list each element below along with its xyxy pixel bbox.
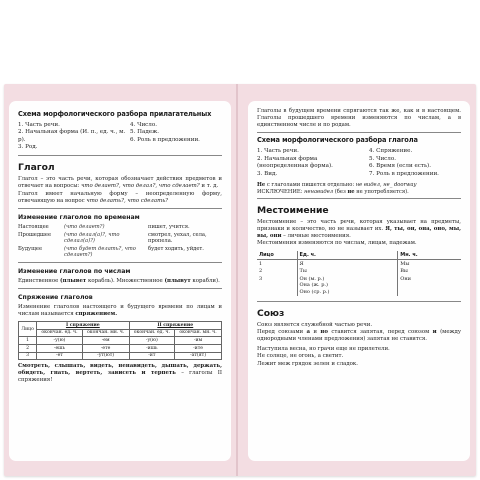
verb-scheme-item: 5. Число. bbox=[369, 155, 396, 162]
tense-row: Будущее (что будет делать?, что сделает?) будет ходить, уйдет. bbox=[18, 245, 204, 259]
divider bbox=[18, 288, 222, 289]
table-header: окончан. ед. ч. bbox=[129, 329, 175, 337]
numbers-title: Изменение глаголов по числам bbox=[18, 267, 131, 275]
verb-scheme-item: 6. Время (если есть). bbox=[369, 163, 432, 170]
verb-title: Глагол bbox=[18, 161, 55, 173]
adj-scheme-item: 3. Род. bbox=[18, 144, 38, 151]
adj-scheme-item: 2. Начальная форма (И. п., ед. ч., м. р). bbox=[18, 129, 126, 143]
table-header: окончан. мн. ч. bbox=[82, 329, 129, 337]
conjugation-title: Спряжение глаголов bbox=[18, 294, 93, 302]
table-header: Лицо bbox=[19, 322, 37, 337]
verb-scheme-item: 7. Роль в предложении. bbox=[369, 170, 439, 177]
verb-scheme-item: 1. Часть речи. bbox=[257, 148, 299, 155]
table-header: окончан. мн. ч. bbox=[175, 329, 222, 337]
adj-scheme-item: 6. Роль в предложении. bbox=[130, 136, 200, 143]
pronoun-note: Местоимения изменяются по числам, лицам, падежам. bbox=[257, 240, 417, 247]
union-example: Наступила весна, но грачи еще не прилетели. bbox=[257, 346, 390, 353]
verb-scheme-list bbox=[257, 148, 461, 178]
table-header: Лицо bbox=[257, 251, 297, 259]
verb-scheme-item: 2. Начальная форма (неопределенная форма). bbox=[257, 155, 333, 170]
verb-infinitive: Глагол имеет начальную форму – неопределенную форму, отвечающую на вопрос что делать?, что сделать? bbox=[18, 190, 222, 204]
divider bbox=[18, 208, 222, 209]
divider bbox=[18, 262, 222, 263]
union-example: Лежит меж грядок зелен и сладок. bbox=[257, 360, 358, 367]
conjugation-exceptions: Смотреть, слышать, видеть, ненавидеть, дышать, держать, обидеть, гнать, вертеть, зависеть и терпеть – глаголы II спряжения! bbox=[18, 363, 222, 384]
table-header: Мн. ч. bbox=[398, 251, 461, 259]
right-page bbox=[248, 101, 470, 461]
tense-row: Настоящее (что делает?) пишет, учится. bbox=[18, 224, 190, 230]
adj-scheme-item: 5. Падеж. bbox=[130, 129, 160, 136]
divider bbox=[18, 155, 222, 156]
cover-fold bbox=[236, 84, 238, 476]
table-row: 1 -у(ю) -ем -у(ю) -им bbox=[19, 337, 222, 345]
table-row: 2 -ешь -ете -ишь -ите bbox=[19, 345, 222, 353]
tense-row: Прошедшее (что делал(а)?, что сделал(а)?) смотрел, уехал, села, пропела. bbox=[18, 231, 207, 245]
verb-definition: Глагол – это часть речи, которая обозначает действия предметов и отвечает на вопросы: что делает?, что делал?, что сделает? и т. д. bbox=[18, 175, 222, 189]
pronoun-definition: Местоимение – это часть речи, которая указывает на предметы, признаки и количество, но не называет их. Я, ты, он, она, оно, мы, вы, они – личные местоимения. bbox=[257, 219, 461, 240]
adj-scheme-item: 4. Число. bbox=[130, 122, 157, 128]
table-row: 1 Я Мы bbox=[259, 260, 410, 267]
left-page bbox=[9, 101, 231, 461]
table-row: 2 Ты Вы bbox=[259, 268, 408, 275]
adj-scheme-list bbox=[18, 122, 222, 152]
ne-with-verbs-rule: Не с глаголами пишется отдельно: не видел, не_ doorway ИСКЛЮЧЕНИЕ: ненавидел (без не не употребляется). bbox=[257, 181, 417, 195]
divider bbox=[257, 198, 461, 199]
conjugation-table bbox=[18, 321, 222, 360]
conjugation-intro: Изменение глаголов настоящего и будущего времени по лицам и числам называется спряжением. bbox=[18, 304, 222, 318]
future-tense-note: Глаголы в будущем времени спрягаются так же, как и в настоящем. Глаголы прошедшего времени изменяются по числам, а в единственном числе и по родам. bbox=[257, 108, 461, 129]
union-title: Союз bbox=[257, 308, 285, 320]
table-header: окончан. ед. ч. bbox=[37, 329, 83, 337]
tenses-title: Изменение глаголов по временам bbox=[18, 214, 140, 221]
union-example: Не солнце, не огонь, а светит. bbox=[257, 353, 344, 360]
union-rule: Перед союзами а и но ставится запятая, перед союзом и (между однородными членами предложения) запятая не ставится. bbox=[257, 329, 461, 343]
adj-scheme-title: Схема морфологического разбора прилагательных bbox=[18, 110, 212, 118]
pronoun-table bbox=[257, 251, 461, 296]
numbers-text: Единственное (плывет корабль). Множественное (плывут корабли). bbox=[18, 277, 220, 284]
union-definition: Союз является служебной частью речи. bbox=[257, 322, 373, 329]
verb-scheme-item: 4. Спряжение. bbox=[369, 148, 413, 155]
adj-scheme-item: 1. Часть речи. bbox=[18, 122, 60, 128]
divider bbox=[257, 132, 461, 133]
table-header: I спряжение bbox=[37, 322, 129, 330]
table-row: 3 Он (м. р.) Она (ж. р.) Оно (ср. р.) Они bbox=[259, 275, 412, 295]
pronoun-title: Местоимение bbox=[257, 205, 329, 217]
divider bbox=[257, 301, 461, 302]
verb-scheme-item: 3. Вид. bbox=[257, 170, 278, 177]
table-header: II спряжение bbox=[129, 322, 221, 330]
table-header: Ед. ч. bbox=[297, 251, 398, 259]
verb-scheme-title: Схема морфологического разбора глагола bbox=[257, 136, 418, 145]
table-row: 3 -ет -ут(ют) -ит -ат(ят) bbox=[19, 352, 222, 360]
